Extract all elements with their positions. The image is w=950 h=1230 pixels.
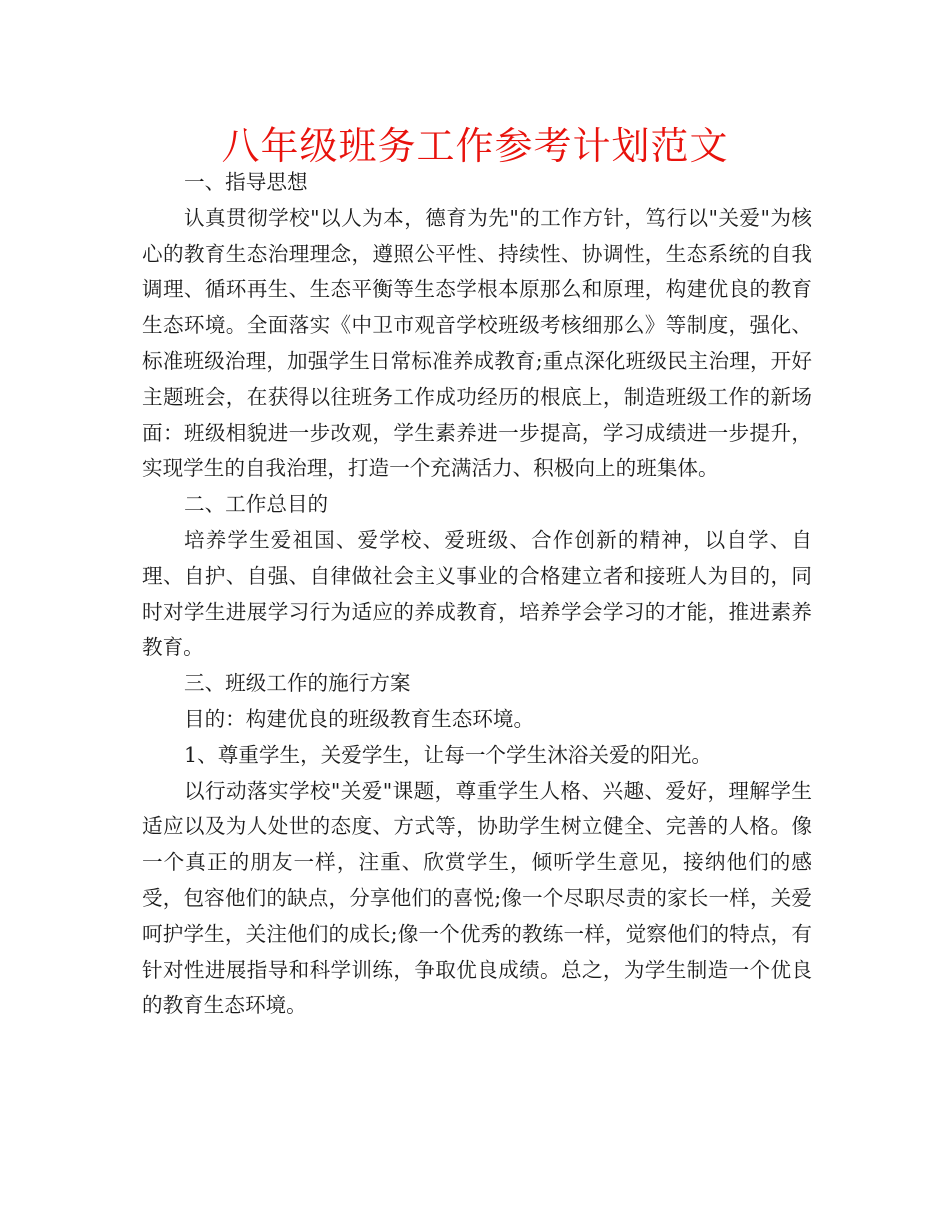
section-heading-guiding-thought: 一、指导思想	[184, 170, 308, 194]
paragraph-overall-goal: 培养学生爱祖国、爱学校、爱班级、合作创新的精神，以自学、自理、自护、自强、自律做社会主义事业的合格建立者和接班人为目的，同时对学生进展学习行为适应的养成教育，培养学会学习的才能，推进素养教育。	[142, 527, 812, 660]
document-body	[142, 165, 812, 1024]
implementation-goal-line: 目的：构建优良的班级教育生态环境。	[184, 706, 535, 731]
section-heading-overall-goal: 二、工作总目的	[184, 492, 329, 517]
implementation-item-1: 1、尊重学生，关爱学生，让每一个学生沐浴关爱的阳光。	[184, 742, 712, 767]
paragraph-implementation-item-1: 以行动落实学校"关爱"课题，尊重学生人格、兴趣、爱好，理解学生适应以及为人处世的态度、方式等，协助学生树立健全、完善的人格。像一个真正的朋友一样，注重、欣赏学生，倾听学生意见，接纳他们的感受，包容他们的缺点，分享他们的喜悦;像一个尽职尽责的家长一样，关爱呵护学生，关注他们的成长;像一个优秀的教练一样，觉察他们的特点，有针对性进展指导和科学训练，争取优良成绩。总之，为学生制造一个优良的教育生态环境。	[142, 778, 812, 1018]
document-title: 八年级班务工作参考计划范文	[221, 124, 729, 168]
paragraph-guiding-thought: 认真贯彻学校"以人为本，德育为先"的工作方针，笃行以"关爱"为核心的教育生态治理理念，遵照公平性、持续性、协调性，生态系统的自我调理、循环再生、生态平衡等生态学根本原那么和原理，构建优良的教育生态环境。全面落实《中卫市观音学校班级考核细那么》等制度，强化、标准班级治理，加强学生日常标准养成教育;重点深化班级民主治理，开好主题班会，在获得以往班务工作成功经历的根底上，制造班级工作的新场面：班级相貌进一步改观，学生素养进一步提高，学习成绩进一步提升，实现学生的自我治理，打造一个充满活力、积极向上的班集体。	[142, 205, 812, 481]
section-heading-implementation-plan: 三、班级工作的施行方案	[184, 671, 411, 696]
